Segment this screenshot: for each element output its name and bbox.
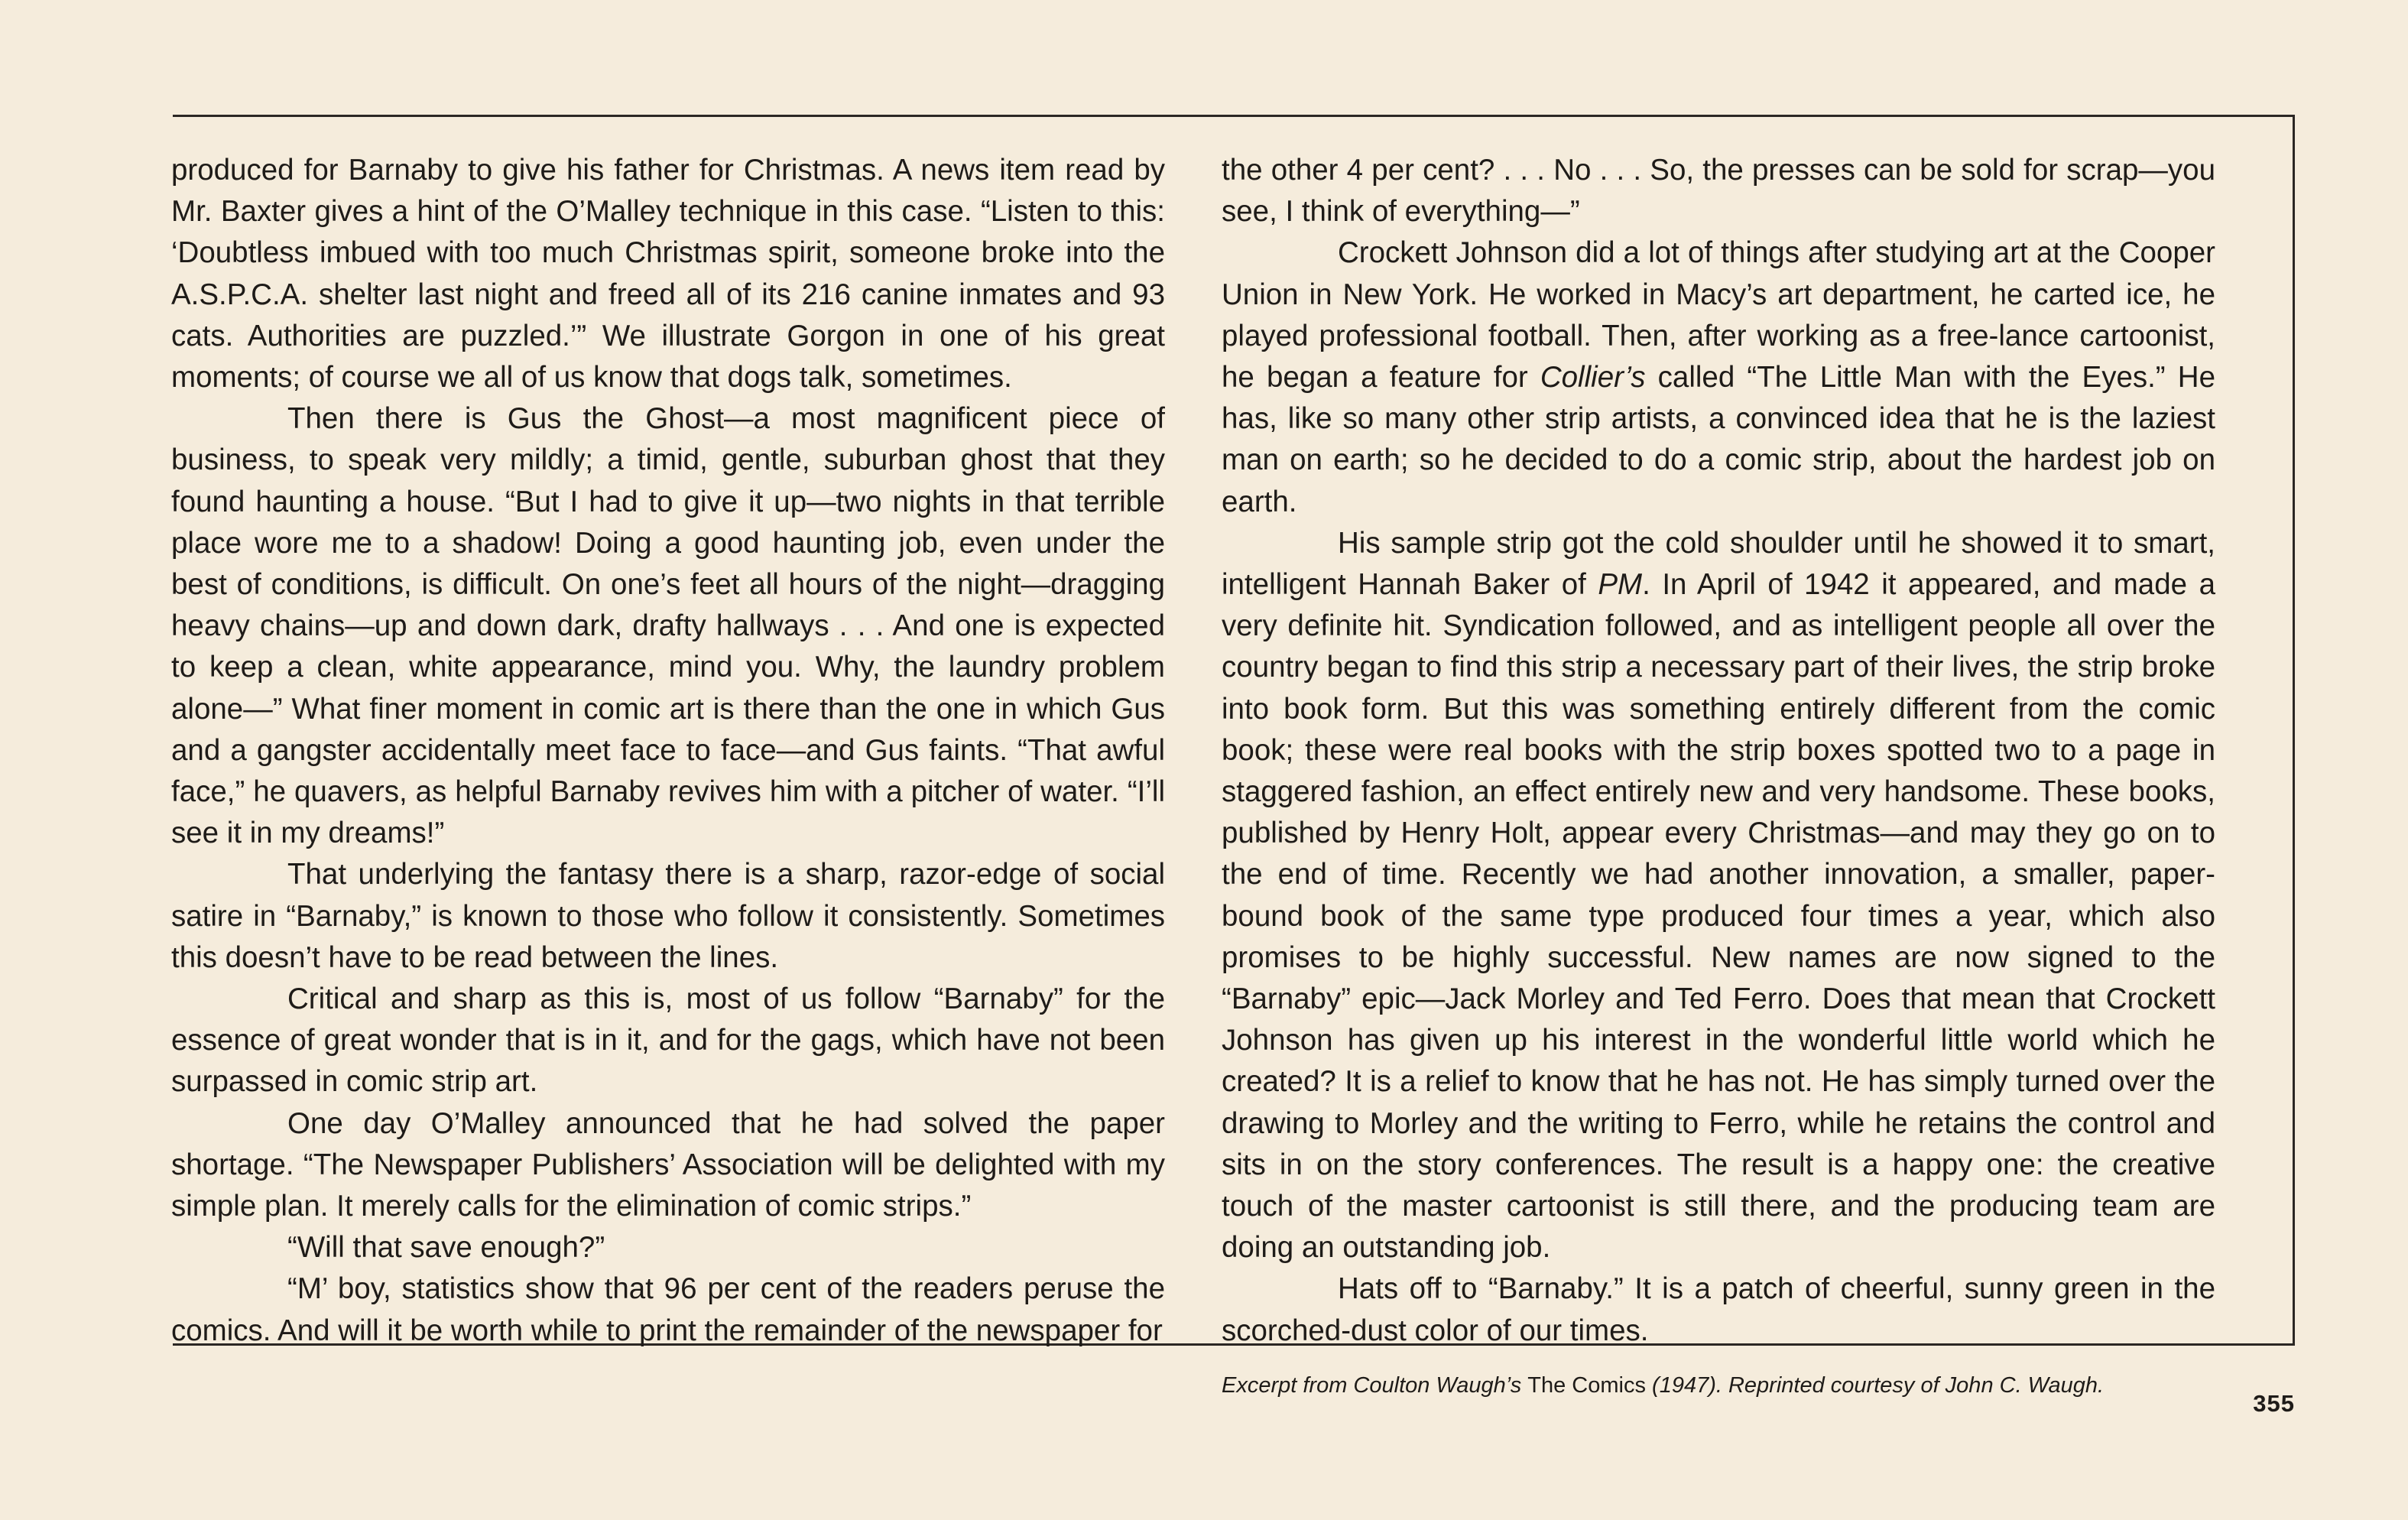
right-paragraph-2-text-b: called “The Little Man with the Eyes.” He has, like so many other strip artists, a convinced idea that he is the laziest man on earth; so he decided to do a comic strip, about the hardest job on earth. [1222,361,2215,518]
left-paragraph-3: That underlying the fantasy there is a sharp, razor-edge of social satire in “Barnaby,” is known to those who follow it consistently. Sometimes this doesn’t have to be read between the lines. [171,858,1165,974]
right-paragraph-3 [1222,523,2215,1269]
left-paragraph-5: One day O’Malley announced that he had solved the paper shortage. “The Newspaper Publishers’ Association will be delighted with my simple plan. It merely calls for the elimination of comic strips.” [171,1106,1165,1223]
left-column [171,150,1165,1352]
newspaper-title-pm: PM [1598,568,1643,602]
right-column [1222,150,2215,1401]
left-paragraph-4: Critical and sharp as this is, most of us follow “Barnaby” for the essence of great wonder that is in it, and for the gags, which have not been surpassed in comic strip art. [171,982,1165,1099]
left-paragraph-6: “Will that save enough?” [287,1231,605,1265]
right-paragraph-3-text-a: His sample strip got the cold shoulder until he showed it to smart, intelligent Hannah Baker of [1222,526,2215,602]
page-number: 355 [2253,1390,2295,1417]
left-paragraph-2: Then there is Gus the Ghost—a most magnificent piece of business, to speak very mildly; a timid, gentle, suburban ghost that they found haunting a house. “But I had to give it up—two nights in that terrible place wore me to a shadow! Doing a good haunting job, even under the best of conditions, is difficult. On one’s feet all hours of the night—dragging heavy chains—up and down dark, drafty hallways . . . And one is expected to keep a clean, white appearance, mind you. Why, the laundry problem alone—” What finer moment in comic art is there than the one in which Gus and a gangster accidentally meet face to face—and Gus faints. “That awful face,” he quavers, as helpful Barnaby revives him with a pitcher of water. “I’ll see it in my dreams!” [171,402,1165,850]
credit-text-b: (1947). Reprinted courtesy of John C. Waugh. [1645,1372,2105,1398]
credit-text-a: Excerpt from Coulton Waugh’s [1222,1372,1528,1398]
left-paragraph-1: produced for Barnaby to give his father for Christmas. A news item read by Mr. Baxter gives a hint of the O’Malley technique in this case. “Listen to this: ‘Doubtless imbued with too much Christmas spirit, someone broke into the A.S.P.C.A. shelter last night and freed all of its 216 canine inmates and 93 cats. Authorities are puzzled.’” We illustrate Gorgon in one of his great moments; of course we all of us know that dogs talk, sometimes. [171,154,1165,395]
book-title-the-comics: The Comics [1527,1372,1646,1398]
right-paragraph-1: the other 4 per cent? . . . No . . . So, the presses can be sold for scrap—you see, I think of everything—” [1222,154,2215,229]
excerpt-credit [1222,1370,2215,1401]
right-paragraph-4: Hats off to “Barnaby.” It is a patch of cheerful, sunny green in the scorched-dust color of our times. [1222,1272,2215,1347]
right-paragraph-2-text-a: Crockett Johnson did a lot of things after studying art at the Cooper Union in New York. He worked in Macy’s art department, he carted ice, he played professional football. Then, after working as a free-lance cartoonist, he began a feature for [1222,236,2215,395]
left-paragraph-7: “M’ boy, statistics show that 96 per cent of the readers peruse the comics. And will it be worth while to print the remainder of the newspaper for [171,1272,1165,1347]
magazine-title-colliers: Collier’s [1540,361,1646,395]
right-paragraph-2 [1222,232,2215,522]
right-paragraph-3-text-b: . In April of 1942 it appeared, and made a very definite hit. Syndication followed, and as intelligent people all over the country began to find this strip a necessary part of their lives, the strip broke into book form. But this was something entirely different from the comic book; these were real books with the strip boxes spotted two to a page in staggered fashion, an effect entirely new and very handsome. These books, published by Henry Holt, appear every Christmas—and may they go on to the end of time. Recently we had another innovation, a smaller, paper-bound book of the same type produced four times a year, which also promises to be highly successful. New names are now signed to the “Barnaby” epic—Jack Morley and Ted Ferro. Does that mean that Crockett Johnson has given up his interest in the wonderful little world which he created? It is a relief to know that he has not. He has simply turned over the drawing to Morley and the writing to Ferro, while he retains the control and sits in on the story conferences. The result is a happy one: the creative touch of the master cartoonist is still there, and the producing team are doing an outstanding job. [1222,568,2215,1265]
